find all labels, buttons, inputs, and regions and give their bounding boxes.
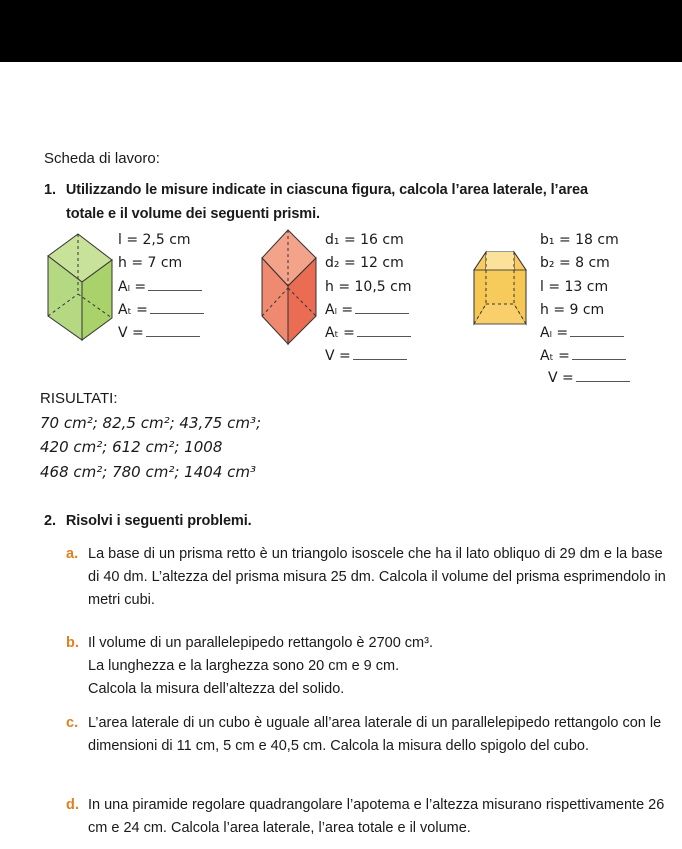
question-2-heading xyxy=(44,513,252,529)
problem-a-text: La base di un prisma retto è un triangolo isoscele che ha il lato obliquo di 29 dm e la base di 40 dm. L’altezza del prisma misura 25 dm. Calcola il volume del prisma esprimendolo in metri cubi. xyxy=(88,546,666,608)
page-title: Scheda di lavoro: xyxy=(44,150,160,167)
results-line-2: 420 cm²; 612 cm²; 1008 xyxy=(40,438,223,456)
fig2-label-4: Aₗ = xyxy=(325,302,409,318)
fig3-label-2: b₂ = 8 cm xyxy=(540,255,610,271)
fig3-label-6: Aₜ = xyxy=(540,348,626,364)
problem-a xyxy=(66,543,672,612)
fig2-label-6: V = xyxy=(325,348,407,364)
results-heading: RISULTATI: xyxy=(40,390,118,407)
fig3-label-1: b₁ = 18 cm xyxy=(540,232,619,248)
problem-b xyxy=(66,632,672,701)
results-line-1: 70 cm²; 82,5 cm²; 43,75 cm³; xyxy=(40,414,262,432)
fig1-label-5: V = xyxy=(118,325,200,341)
problem-b-line-2: La lunghezza e la larghezza sono 20 cm e 9 cm. xyxy=(88,658,400,674)
results-line-3: 468 cm²; 780 cm²; 1404 cm³ xyxy=(40,463,256,481)
problem-b-line-3: Calcola la misura dell’altezza del solido. xyxy=(88,681,345,697)
problem-d-text: In una piramide regolare quadrangolare l’apotema e l’altezza misurano rispettivamente 26 cm e 24 cm. Calcola l’area laterale, l’area totale e il volume. xyxy=(88,797,665,836)
question-1-number: 1. xyxy=(44,182,56,198)
fig2-label-2: d₂ = 12 cm xyxy=(325,255,404,271)
problem-b-mark: b. xyxy=(66,635,79,651)
prism-figure-2 xyxy=(258,226,322,348)
top-black-bar xyxy=(0,0,682,62)
fig2-label-5: Aₜ = xyxy=(325,325,411,341)
fig2-label-1: d₁ = 16 cm xyxy=(325,232,404,248)
fig1-label-2: h = 7 cm xyxy=(118,255,183,271)
fig1-label-4: Aₜ = xyxy=(118,302,204,318)
problem-c-mark: c. xyxy=(66,715,79,731)
fig3-label-3: l = 13 cm xyxy=(540,279,609,295)
problem-b-line-1: Il volume di un parallelepipedo rettangolo è 2700 cm³. xyxy=(88,635,433,651)
prism-figure-1 xyxy=(40,228,115,346)
fig1-label-3: Aₗ = xyxy=(118,279,202,295)
question-2-text: Risolvi i seguenti problemi. xyxy=(65,513,252,529)
question-1-text-1: Utilizzando le misure indicate in ciascuna figura, calcola l’area laterale, l’area xyxy=(65,182,588,198)
question-1-line1 xyxy=(44,182,588,198)
problem-a-mark: a. xyxy=(66,546,79,562)
question-1-text-2: totale e il volume dei seguenti prismi. xyxy=(66,206,320,222)
fig3-label-5: Aₗ = xyxy=(540,325,624,341)
question-2-number: 2. xyxy=(44,513,56,529)
problem-c-text: L’area laterale di un cubo è uguale all’area laterale di un parallelepipedo rettangolo con le dimensioni di 11 cm, 5 cm e 40,5 cm. Calcola la misura dello spigolo del cubo. xyxy=(88,715,662,754)
problem-c xyxy=(66,712,672,758)
prism-figure-3 xyxy=(470,248,540,348)
fig3-label-4: h = 9 cm xyxy=(540,302,605,318)
fig1-label-1: l = 2,5 cm xyxy=(118,232,191,248)
fig2-label-3: h = 10,5 cm xyxy=(325,279,412,295)
problem-d-mark: d. xyxy=(66,797,79,813)
fig3-label-7: V = xyxy=(548,370,630,386)
problem-d xyxy=(66,794,672,840)
